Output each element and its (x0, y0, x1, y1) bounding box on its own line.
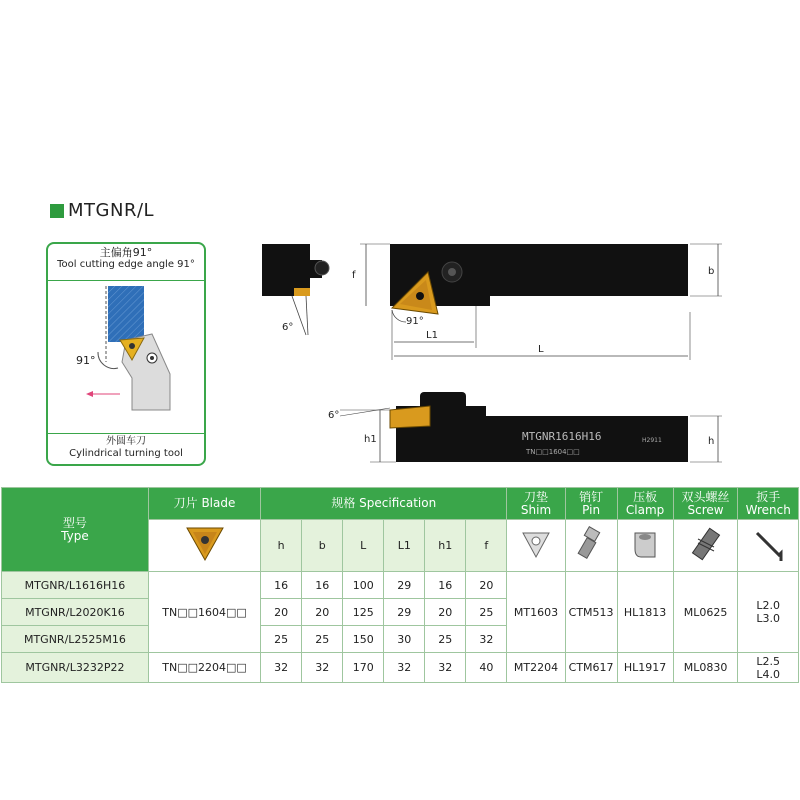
wrench-header (738, 488, 799, 520)
spec-header: 规格 Specification (261, 488, 507, 520)
triangle-insert-icon (183, 524, 227, 564)
top-view-shank (488, 244, 688, 296)
table-row (2, 572, 799, 599)
shim-header-en: Shim (520, 502, 552, 517)
wrench-group1-a: L2.0 (756, 599, 781, 612)
blade-icon-cell (148, 520, 260, 572)
pin-group1: CTM513 (565, 572, 617, 653)
title-square-icon (50, 204, 64, 218)
panel-header (48, 244, 204, 280)
row-type: MTGNR/L1616H16 (2, 572, 149, 599)
cell-L: 125 (343, 599, 384, 626)
clamp-icon (629, 525, 661, 563)
panel-header-en: Tool cutting edge angle 91° (57, 259, 195, 270)
label-b: b (708, 266, 715, 277)
wrench-icon (751, 525, 785, 563)
wrench-icon-cell (738, 520, 799, 572)
shim-header-cn: 刀垫 (524, 489, 549, 504)
cell-h: 20 (261, 599, 302, 626)
row-type: MTGNR/L2525M16 (2, 626, 149, 653)
screw-header (673, 488, 738, 520)
table-row (2, 653, 799, 683)
blade-group1: TN□□1604□□ (148, 572, 260, 653)
cell-f: 20 (466, 572, 507, 599)
panel-header-cn: 主偏角91° (99, 246, 153, 259)
label-h1: h1 (364, 434, 377, 445)
wrench-group1-b: L3.0 (756, 612, 781, 625)
wrench-header-cn: 扳手 (756, 489, 781, 504)
pin-header-cn: 销钉 (579, 489, 604, 504)
blade-group2: TN□□2204□□ (148, 653, 260, 683)
cell-h: 25 (261, 626, 302, 653)
wrench-group2 (738, 653, 799, 683)
dim-header-h1: h1 (425, 520, 466, 572)
technical-drawing (230, 230, 730, 480)
wrench-group1 (738, 572, 799, 653)
angle-6-side: 6° (328, 410, 340, 421)
panel-footer-en: Cylindrical turning tool (69, 448, 183, 459)
clamp-header (617, 488, 673, 520)
cell-L: 150 (343, 626, 384, 653)
cell-h1: 32 (425, 653, 466, 683)
angle-6-top: 6° (282, 322, 294, 333)
cell-h: 16 (261, 572, 302, 599)
cell-f: 25 (466, 599, 507, 626)
clamp-group1: HL1813 (617, 572, 673, 653)
cell-b: 25 (302, 626, 343, 653)
cell-f: 32 (466, 626, 507, 653)
cutting-angle-panel (46, 242, 206, 466)
cell-b: 32 (302, 653, 343, 683)
screw-header-cn: 双头螺丝 (681, 489, 730, 504)
label-L: L (538, 344, 544, 355)
panel-footer (48, 433, 204, 464)
cell-b: 16 (302, 572, 343, 599)
cell-L1: 32 (384, 653, 425, 683)
dim-header-L: L (343, 520, 384, 572)
cell-h1: 16 (425, 572, 466, 599)
wrench-group2-a: L2.5 (756, 654, 781, 668)
cell-b: 20 (302, 599, 343, 626)
panel-angle-label: 91° (76, 354, 96, 367)
cell-f: 40 (466, 653, 507, 683)
shim-group2: MT2204 (507, 653, 565, 683)
blade-header: 刀片 Blade (148, 488, 260, 520)
cell-L1: 30 (384, 626, 425, 653)
cell-h1: 25 (425, 626, 466, 653)
cell-L: 100 (343, 572, 384, 599)
tool-code: H2911 (642, 437, 662, 444)
feed-arrow-icon (86, 391, 93, 397)
product-title-text: MTGNR/L (68, 200, 155, 221)
angle-91: 91° (406, 316, 424, 327)
type-header (2, 488, 149, 572)
wrench-group2-b: L4.0 (756, 667, 781, 681)
clamp-header-en: Clamp (625, 502, 665, 517)
tool-insert-marking: TN□□1604□□ (526, 448, 580, 456)
label-h: h (708, 436, 715, 447)
screw-icon-cell (673, 520, 738, 572)
cell-L1: 29 (384, 599, 425, 626)
screw-header-en: Screw (687, 502, 724, 517)
type-header-en: Type (61, 528, 89, 543)
dim-header-L1: L1 (384, 520, 425, 572)
cell-h1: 20 (425, 599, 466, 626)
row-type: MTGNR/L3232P22 (2, 653, 149, 683)
shim-icon-cell (507, 520, 565, 572)
row-type: MTGNR/L2020K16 (2, 599, 149, 626)
pin-icon (576, 525, 606, 563)
label-f: f (352, 270, 356, 281)
dim-header-b: b (302, 520, 343, 572)
product-title (50, 200, 154, 221)
shim-group1: MT1603 (507, 572, 565, 653)
side-view-insert (390, 406, 430, 428)
type-header-cn: 型号 (62, 515, 87, 530)
label-L1: L1 (426, 330, 438, 341)
pin-icon-cell (565, 520, 617, 572)
cell-h: 32 (261, 653, 302, 683)
pin-header-en: Pin (582, 502, 601, 517)
cell-L1: 29 (384, 572, 425, 599)
screw-group1: ML0625 (673, 572, 738, 653)
angle-illustration (48, 282, 204, 432)
pin-group2: CTM617 (565, 653, 617, 683)
dim-header-h: h (261, 520, 302, 572)
end-view-insert (294, 288, 310, 296)
wrench-header-en: Wrench (745, 502, 791, 517)
panel-footer-cn: 外圆车刀 (106, 436, 146, 447)
pin-header (565, 488, 617, 520)
screw-icon (690, 525, 722, 563)
dim-header-f: f (466, 520, 507, 572)
cell-L: 170 (343, 653, 384, 683)
clamp-header-cn: 压板 (633, 489, 658, 504)
shim-header (507, 488, 565, 520)
screw-group2: ML0830 (673, 653, 738, 683)
tool-marking: MTGNR1616H16 (522, 430, 602, 443)
shim-icon (519, 527, 553, 561)
clamp-group2: HL1917 (617, 653, 673, 683)
clamp-icon-cell (617, 520, 673, 572)
spec-table (1, 487, 799, 683)
